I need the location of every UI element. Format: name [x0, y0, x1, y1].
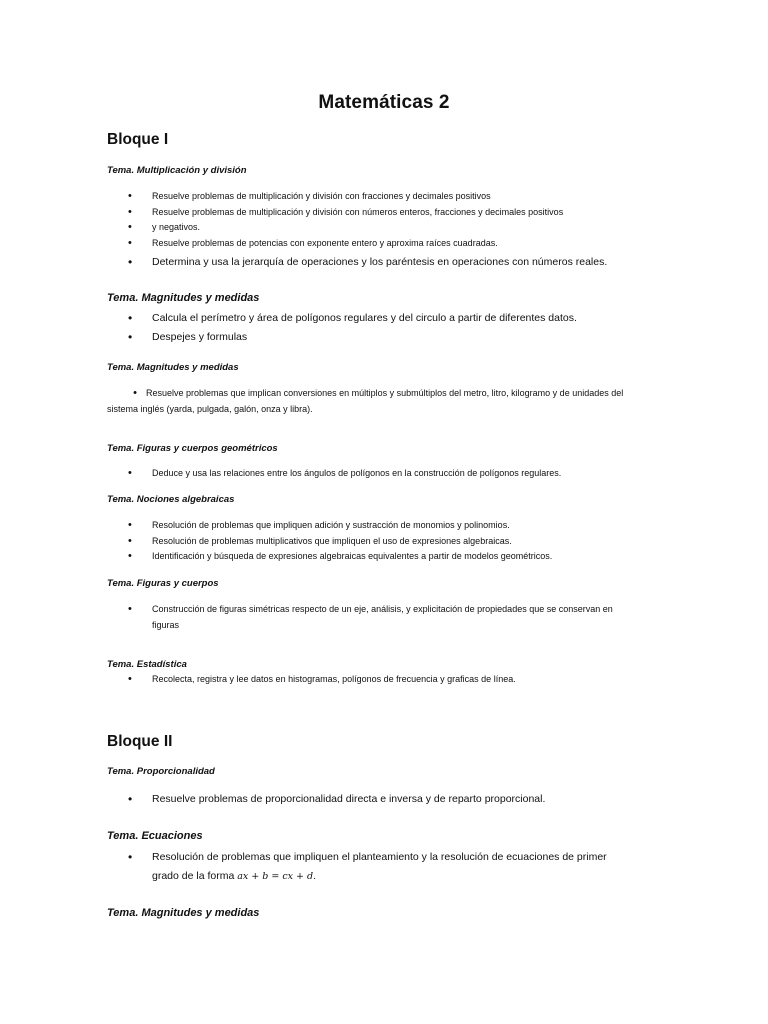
- document-title: Matemáticas 2: [318, 92, 450, 113]
- bullet-list: [0, 309, 768, 347]
- list-item-text: Resolución de problemas que impliquen el planteamiento y la resolución de ecuaciones de primer grado de la forma: [152, 851, 607, 882]
- list-item: • Calcula el perímetro y área de polígonos regulares y del circulo a partir de diferentes datos.: [0, 309, 768, 328]
- list-item: • Resuelve problemas de multiplicación y división con números enteros, fracciones y decimales positivos: [0, 205, 768, 221]
- list-item: • Deduce y usa las relaciones entre los ángulos de polígonos en la construcción de polígonos regulares.: [0, 466, 768, 482]
- bullet-list: [0, 253, 768, 272]
- bullet-list: [0, 189, 768, 251]
- bullet-list: [0, 848, 768, 886]
- tema-heading: Tema. Proporcionalidad: [107, 766, 215, 777]
- tema-heading: Tema. Nociones algebraicas: [107, 494, 235, 505]
- list-item: • Resolución de problemas que impliquen adición y sustracción de monomios y polinomios.: [0, 518, 768, 534]
- bloque-2-heading: Bloque II: [107, 733, 173, 750]
- tema-heading: Tema. Estadística: [107, 659, 187, 670]
- list-item: • y negativos.: [0, 220, 768, 236]
- list-item: • Construcción de figuras simétricas respecto de un eje, análisis, y explicitación de propiedades que se conservan en figuras: [0, 602, 768, 633]
- tema-heading: Tema. Magnitudes y medidas: [107, 362, 239, 373]
- bullet-list: [0, 518, 768, 565]
- list-item: • Resuelve problemas de multiplicación y división con fracciones y decimales positivos: [0, 189, 768, 205]
- list-item: [0, 848, 768, 886]
- list-item: • Identificación y búsqueda de expresiones algebraicas equivalentes a partir de modelos geométricos.: [0, 549, 768, 565]
- list-item: • Resuelve problemas de proporcionalidad directa e inversa y de reparto proporcional.: [0, 790, 768, 809]
- tema-heading: Tema. Magnitudes y medidas: [107, 907, 260, 919]
- list-item: • Resolución de problemas multiplicativos que impliquen el uso de expresiones algebraicas.: [0, 534, 768, 550]
- equation: ax + b = cx + d: [237, 871, 314, 882]
- list-item: • Despejes y formulas: [0, 328, 768, 347]
- bullet-list: [0, 672, 768, 688]
- equation-period: .: [313, 870, 317, 882]
- tema-heading: Tema. Multiplicación y división: [107, 165, 247, 176]
- bloque-1-heading: Bloque I: [107, 131, 169, 148]
- paragraph-item: [107, 386, 637, 417]
- list-item: • Determina y usa la jerarquía de operaciones y los paréntesis en operaciones con números reales.: [0, 253, 768, 272]
- list-item: • Recolecta, registra y lee datos en histogramas, polígonos de frecuencia y graficas de línea.: [0, 672, 768, 688]
- tema-heading: Tema. Figuras y cuerpos: [107, 578, 219, 589]
- bullet-list: [0, 790, 768, 809]
- tema-heading: Tema. Magnitudes y medidas: [107, 292, 260, 304]
- bullet-list: [0, 602, 768, 633]
- tema-heading: Tema. Ecuaciones: [107, 830, 203, 842]
- list-item: • Resuelve problemas de potencias con exponente entero y aproxima raíces cuadradas.: [0, 236, 768, 252]
- tema-heading: Tema. Figuras y cuerpos geométricos: [107, 443, 278, 454]
- paragraph-text: Resuelve problemas que implican conversiones en múltiplos y submúltiplos del metro, litro, kilogramo y de unidades del sistema inglés (yarda, pulgada, galón, onza y libra).: [107, 388, 624, 414]
- bullet-list: [0, 466, 768, 482]
- bullet-glyph: •: [133, 387, 137, 399]
